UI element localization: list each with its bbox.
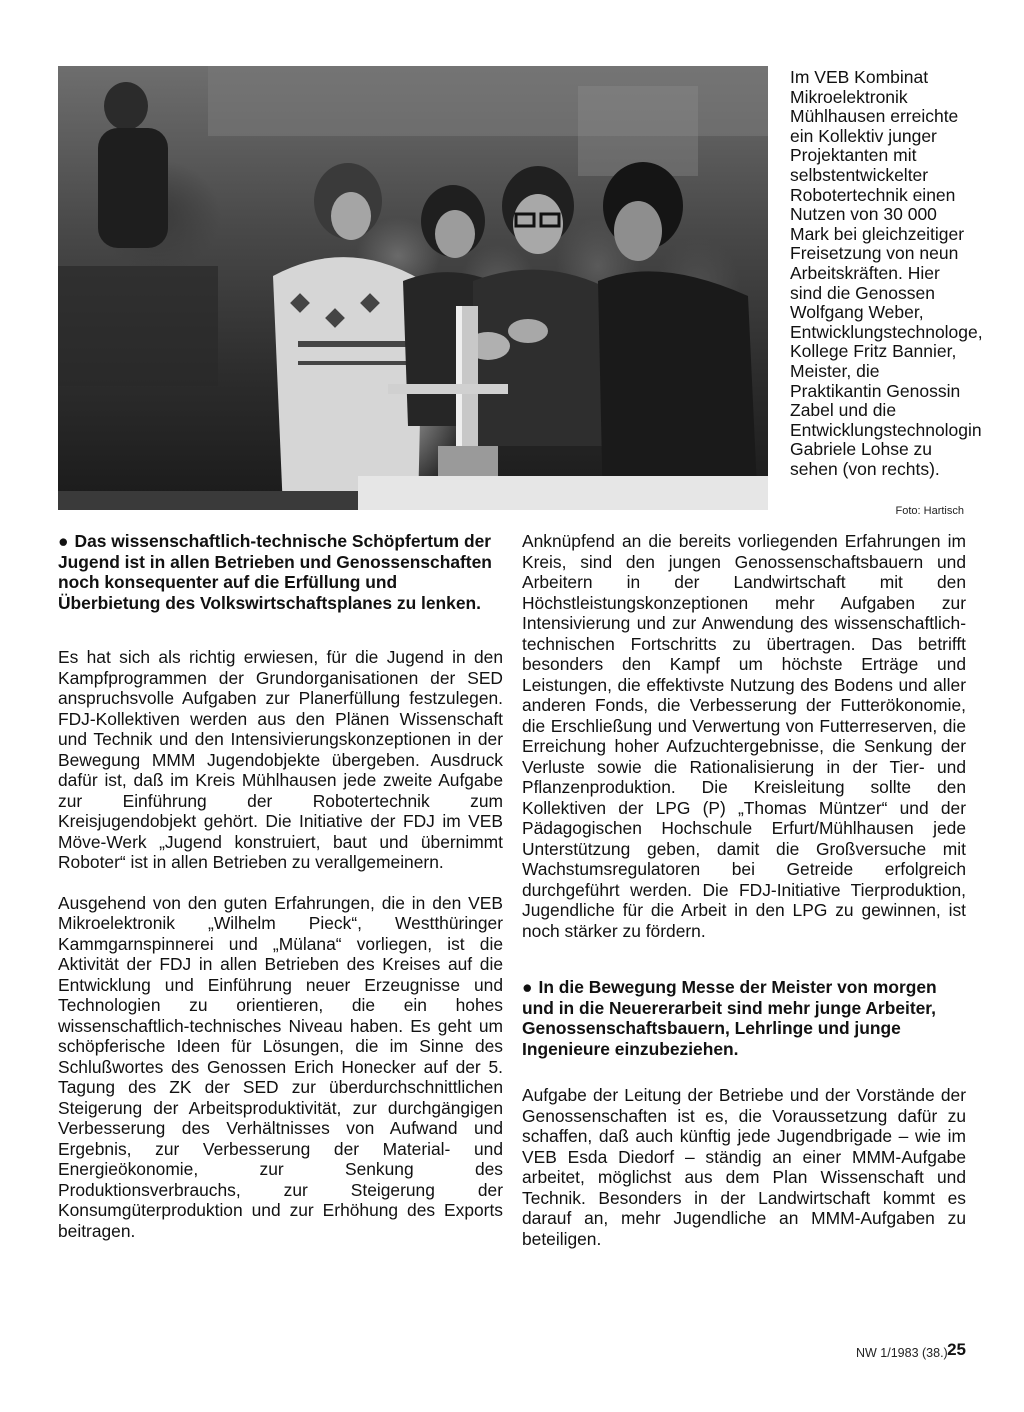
page-number: 25 <box>947 1340 966 1359</box>
right-lead-text: In die Bewegung Messe der Meister von morgen und in die Neuererarbeit sind mehr junge Arbeiter, Genossenschaftsbauern, Lehrlinge und junge Ingenieure einzubeziehen. <box>522 977 937 1059</box>
left-column <box>58 531 503 1261</box>
photo-illustration <box>58 66 768 510</box>
bullet-icon: ● <box>58 531 69 551</box>
photo-credit: Foto: Hartisch <box>895 505 964 517</box>
photo-caption <box>790 67 983 479</box>
left-paragraph-2: Ausgehend von den guten Erfahrungen, die in den VEB Mikroelektronik „Wilhelm Pieck“, Westthüringer Kammgarnspinnerei und „Mülana“ vorliegen, ist die Aktivität der FDJ in allen Betrieben des Kreises auf die Entwicklung und Einführung neuer Erzeugnisse und Technologien zu orientieren, die ein hohes wissenschaftlich-technisches Niveau haben. Es geht um schöpferische Ideen für Lösungen, die im Sinne des Schlußwortes des Genossen Erich Honecker auf der 5. Tagung des ZK der SED zur überdurchschnittlichen Steigerung der Arbeitsproduktivität, zur durchgängigen Verbesserung des Verhältnisses von Aufwand und Ergebnis, zur Verbesserung der Material- und Energieökonomie, zur Senkung des Produktionsverbrauchs, zur Steigerung der Konsumgüterproduktion und zur Erhöhung des Exports beitragen. <box>58 892 503 1241</box>
left-paragraph-1: Es hat sich als richtig erwiesen, für die Jugend in den Kampfprogrammen der Grundorganisationen der SED anspruchsvolle Aufgaben zur Planerfüllung festzulegen. FDJ-Kollektiven werden aus den Plänen Wissenschaft und Technik und den Intensivierungskonzeptionen in der Bewegung MMM Jugendobjekte übergeben. Ausdruck dafür ist, daß im Kreis Mühlhausen jede zweite Aufgabe zur Einführung der Robotertechnik zum Kreisjugendobjekt gehört. Die Initiative der FDJ im VEB Möve-Werk „Jugend konstruiert, baut und übernimmt Roboter“ ist in allen Betrieben zu verallgemeinern. <box>58 647 503 872</box>
right-paragraph-2: Aufgabe der Leitung der Betriebe und der Vorstände der Genossenschaften ist es, die Voraussetzung dafür zu schaffen, daß auch künftig jede Jugendbrigade – wie im VEB Esda Diedorf – ständig an einer MMM-Aufgabe arbeitet, möglichst aus dem Plan Wissenschaft und Technik. Besonders in der Landwirtschaft kommt es darauf an, mehr Jugendliche an MMM-Aufgaben zu beteiligen. <box>522 1085 966 1249</box>
article-photo <box>58 66 768 510</box>
left-lead-text: Das wissenschaftlich-technische Schöpfertum der Jugend ist in allen Betrieben und Genossenschaften noch konsequenter auf die Erfüllung und Überbietung des Volkswirtschaftsplanes zu lenken. <box>58 531 492 613</box>
issue-label: NW 1/1983 (38.) <box>856 1346 948 1360</box>
left-lead-paragraph <box>58 531 503 613</box>
bullet-icon: ● <box>522 977 533 997</box>
right-column <box>522 531 966 1269</box>
right-lead-paragraph <box>522 977 966 1059</box>
right-paragraph-1: Anknüpfend an die bereits vorliegenden Erfahrungen im Kreis, sind den jungen Genossenschaftsbauern und Arbeitern in der Landwirtschaft mit den Höchstleistungskonzeptionen mehr Aufgaben zur Intensivierung und zur Anwendung des wissenschaftlich-technischen Fortschritts zu übertragen. Das betrifft besonders den Kampf um höchste Erträge und Leistungen, die effektivste Nutzung des Bodens und aller anderen Fonds, die Verbesserung der Futterökonomie, die Erschließung und Verwertung von Futterreserven, die Erreichung hoher Aufzuchtergebnisse, die Senkung der Verluste sowie die Rationalisierung in der Tier- und Pflanzenproduktion. Die Kreisleitung sollte den Kollektiven der LPG (P) „Thomas Müntzer“ und der Pädagogischen Hochschule Erfurt/Mühlhausen jede Unterstützung geben, damit die Großversuche mit Wachstumsregulatoren bei Getreide erfolgreich durchgeführt werden. Die FDJ-Initiative Tierproduktion, Jugendliche für die Arbeit in den LPG zu gewinnen, ist noch stärker zu fördern. <box>522 531 966 941</box>
page-footer <box>856 1340 966 1362</box>
photo-caption-text: Im VEB Kombinat Mikroelektronik Mühlhausen erreichte ein Kollektiv junger Projektanten mit selbstentwickelter Robotertechnik einen Nutzen von 30 000 Mark bei gleichzeitiger Freisetzung von neun Arbeitskräften. Hier sind die Genossen Wolfgang Weber, Entwicklungstechnologe, Kollege Fritz Bannier, Meister, die Praktikantin Genossin Zabel und die Entwicklungstechnologin Gabriele Lohse zu sehen (von rechts). <box>790 67 983 479</box>
